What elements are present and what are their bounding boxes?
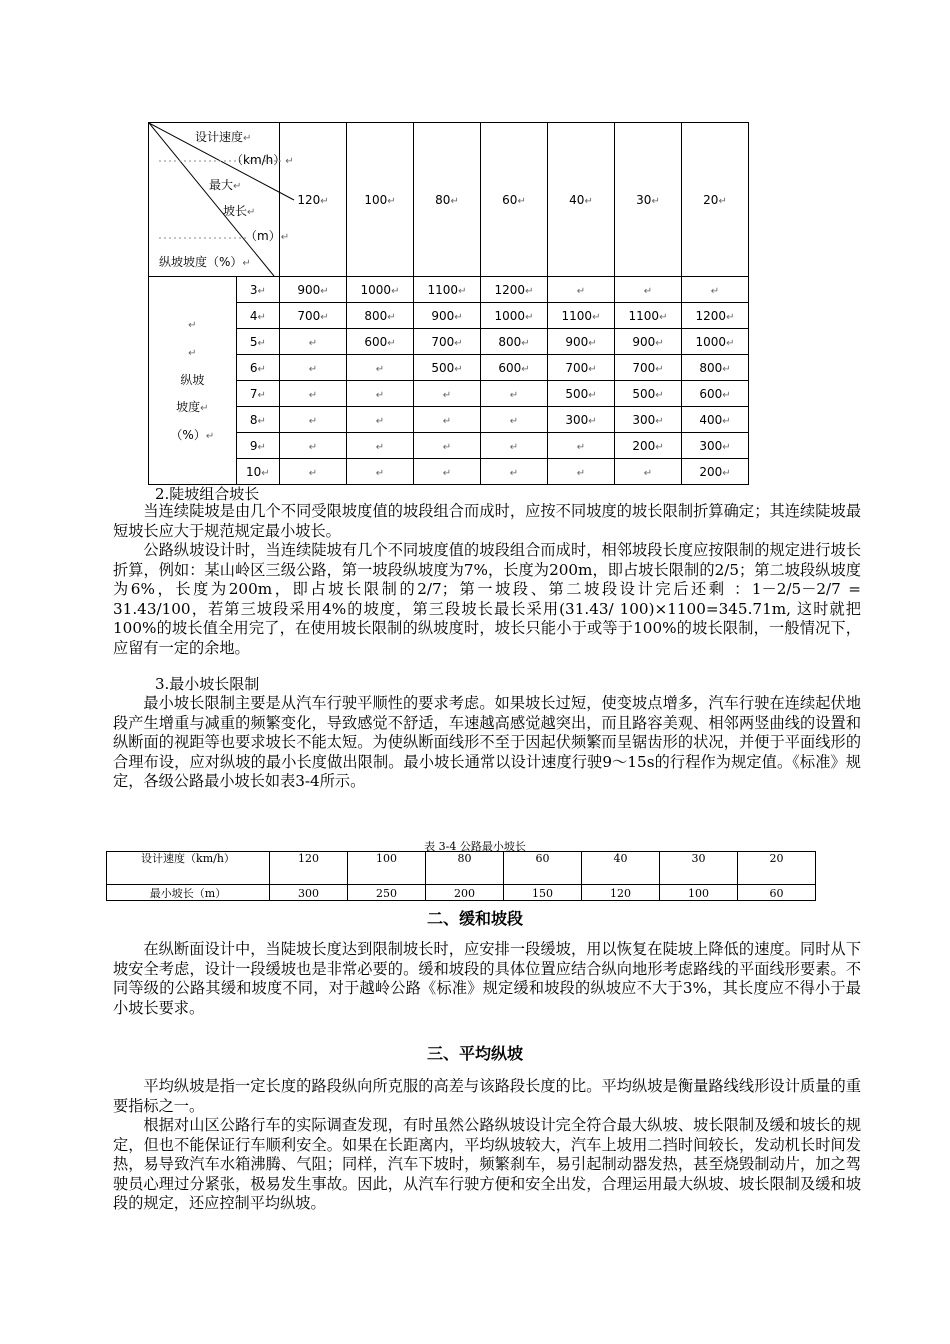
table-cell: 700↵ [548, 355, 615, 381]
table-cell: 1200↵ [682, 303, 749, 329]
table-cell: ↵ [280, 407, 347, 433]
grade-cell: 6↵ [236, 355, 279, 381]
table-cell: 20 [738, 852, 816, 885]
table-cell: 250 [348, 885, 426, 901]
table-cell: 900↵ [615, 329, 682, 355]
table-cell: 800↵ [347, 303, 414, 329]
table-header-row [149, 123, 749, 277]
table-cell: 1000↵ [481, 303, 548, 329]
table-cell: 100 [660, 885, 738, 901]
table-cell: ↵ [548, 433, 615, 459]
table-cell: 200↵ [682, 459, 749, 485]
length-unit: （m）↵ [245, 229, 290, 243]
paragraph: 在纵断面设计中，当陡坡长度达到限制坡长时，应安排一段缓坡，用以恢复在陡坡上降低的速度。同时从下坡安全考虑，设计一段缓坡也是非常必要的。缓和坡段的具体位置应结合纵向地形考虑路线的平面线形要素。不同等级的公路其缓和坡度不同，对于越岭公路《标准》规定缓和坡段的纵坡应不大于3%，其长度应不得小于最小坡长要求。 [113, 940, 861, 1017]
table-row [149, 407, 749, 433]
table-row [149, 329, 749, 355]
table-cell: 1000↵ [682, 329, 749, 355]
table-cell: ↵ [414, 407, 481, 433]
grade-cell: 7↵ [236, 381, 279, 407]
speed-cell: 30↵ [615, 123, 682, 277]
table-cell: ↵ [481, 381, 548, 407]
paragraph: 最小坡长限制主要是从汽车行驶平顺性的要求考虑。如果坡长过短，使变坡点增多，汽车行驶在连续起伏地段产生增重与减重的频繁变化，导致感觉不舒适，车速越高感觉越突出，而且路容美观、相邻两竖曲线的设置和纵断面的视距等也要求坡长不能太短。为使纵断面线形不至于因起伏频繁而呈锯齿形的状况，并便于平面线形的合理布设，应对纵坡的最小长度做出限制。最小坡长通常以设计速度行驶9～15s的行程作为规定值。《标准》规定，各级公路最小坡长如表3-4所示。 [113, 694, 861, 790]
table-cell: 40 [582, 852, 660, 885]
speed-label: 设计速度↵ [195, 130, 252, 144]
table-cell: ↵ [347, 407, 414, 433]
max-label: 最大↵ [209, 178, 242, 192]
table-cell: 1100↵ [615, 303, 682, 329]
max-grade-length-table [148, 122, 749, 485]
table-cell: 600↵ [481, 355, 548, 381]
table-row [149, 355, 749, 381]
grade-side-label: ↵ ↵ 纵坡 坡度↵ （%）↵ [149, 277, 237, 485]
table-cell: ↵ [280, 433, 347, 459]
table-cell: 500↵ [615, 381, 682, 407]
grade-label: 纵坡坡度（%）↵ [159, 255, 251, 269]
table-cell: 200↵ [615, 433, 682, 459]
min-length-table [106, 851, 816, 901]
table-cell: ↵ [615, 459, 682, 485]
table-row [149, 433, 749, 459]
table-cell: ↵ [481, 433, 548, 459]
table-cell: 700↵ [615, 355, 682, 381]
table-cell: ↵ [548, 459, 615, 485]
speed-cell: 40↵ [548, 123, 615, 277]
table-cell: ↵ [347, 381, 414, 407]
table-cell: ↵ [347, 355, 414, 381]
table-cell: 800↵ [481, 329, 548, 355]
table-cell: ↵ [615, 277, 682, 303]
table-cell: ↵ [347, 433, 414, 459]
table-body [149, 277, 749, 485]
grade-cell: 5↵ [236, 329, 279, 355]
heading-average-grade: 三、平均纵坡 [426, 1044, 523, 1063]
speed-cell: 120↵ [280, 123, 347, 277]
table-cell: 1100↵ [548, 303, 615, 329]
table-cell: ↵ [347, 459, 414, 485]
table-row [107, 885, 816, 901]
table-cell: ↵ [414, 433, 481, 459]
table-cell: 100 [348, 852, 426, 885]
speed-cell: 60↵ [481, 123, 548, 277]
table-cell: ↵ [280, 355, 347, 381]
paragraph: 根据对山区公路行车的实际调查发现，有时虽然公路纵坡设计完全符合最大纵坡、坡长限制及缓和坡长的规定，但也不能保证行车顺利安全。如果在长距离内，平均纵坡较大，汽车上坡用二挡时间较长，发动机长时间发热，易导致汽车水箱沸腾、气阻；同样，汽车下坡时，频繁刹车，易引起制动器发热，甚至烧毁制动片，加之驾驶员心理过分紧张，极易发生事故。因此，从汽车行驶方便和安全出发，合理运用最大纵坡、坡长限制及缓和坡段的规定，还应控制平均纵坡。 [113, 1116, 861, 1212]
table-cell: 900↵ [280, 277, 347, 303]
section-title-min-length: 3.最小坡长限制 [155, 675, 260, 693]
table-cell: ↵ [280, 381, 347, 407]
table-cell: 300↵ [682, 433, 749, 459]
table-cell: 900↵ [414, 303, 481, 329]
table-cell: 120 [270, 852, 348, 885]
table-cell: ↵ [548, 277, 615, 303]
row-label: 设计速度（km/h） [107, 852, 270, 885]
grade-cell: 10↵ [236, 459, 279, 485]
section-title-combined-grade: 2.陡坡组合坡长 [155, 485, 260, 503]
speed-cell: 100↵ [347, 123, 414, 277]
paragraph: 公路纵坡设计时，当连续陡坡有几个不同坡度值的坡段组合而成时，相邻坡段长度应按限制的规定进行坡长折算，例如：某山岭区三级公路，第一坡段纵坡度为7%，长度为200m，即占坡长限制的2/5；第二坡段纵坡度为6%，长度为200m，即占坡长限制的2/7；第一坡段、第二坡段设计完后还剩 ：1－2/5－2/7 = 31.43/100，若第三坡段采用4%的坡度，第三段坡长最长采用(31.43/ 100)×1100=345.71m, 这时就把100%的坡长值全用完了，在使用坡长限制的纵坡度时，坡长只能小于或等于100%的坡长限制，一般情况下，应留有一定的余地。 [113, 541, 861, 657]
table-cell: 500↵ [548, 381, 615, 407]
speed-cell: 80↵ [414, 123, 481, 277]
table-cell: 1100↵ [414, 277, 481, 303]
table-cell: 800↵ [682, 355, 749, 381]
paragraph: 平均纵坡是指一定长度的路段纵向所克服的高差与该路段长度的比。平均纵坡是衡量路线线形设计质量的重要指标之一。 [113, 1077, 861, 1115]
table-cell: 400↵ [682, 407, 749, 433]
table-cell: 150 [504, 885, 582, 901]
table-cell: 700↵ [280, 303, 347, 329]
table-cell: ↵ [280, 459, 347, 485]
table-row [149, 303, 749, 329]
table-cell: 1000↵ [347, 277, 414, 303]
table-cell: 600↵ [682, 381, 749, 407]
grade-cell: 8↵ [236, 407, 279, 433]
table-cell: 200 [426, 885, 504, 901]
speed-unit: （km/h）↵ [231, 153, 294, 167]
table-cell: 600↵ [347, 329, 414, 355]
grade-cell: 3↵ [236, 277, 279, 303]
table-cell: 700↵ [414, 329, 481, 355]
diagonal-header-cell [149, 123, 294, 277]
heading-transition-section: 二、缓和坡段 [426, 909, 523, 928]
grade-cell: 4↵ [236, 303, 279, 329]
row-label: 最小坡长（m） [107, 885, 270, 901]
table-cell: 500↵ [414, 355, 481, 381]
table-cell: 120 [582, 885, 660, 901]
table-cell: 80 [426, 852, 504, 885]
table-cell: 30 [660, 852, 738, 885]
table-row [149, 277, 749, 303]
table-caption: 表 3-4 公路最小坡长 [424, 840, 526, 853]
table-row [107, 852, 816, 885]
table-cell: ↵ [682, 277, 749, 303]
length-label: 坡长↵ [223, 204, 256, 218]
table-cell: ↵ [414, 381, 481, 407]
table-cell: 300 [270, 885, 348, 901]
table-cell: 300↵ [615, 407, 682, 433]
table-cell: ↵ [481, 407, 548, 433]
table-row [149, 459, 749, 485]
table-cell: 60 [504, 852, 582, 885]
table-cell: 1200↵ [481, 277, 548, 303]
table-cell: 60 [738, 885, 816, 901]
grade-cell: 9↵ [236, 433, 279, 459]
table-cell: 300↵ [548, 407, 615, 433]
table-cell: ↵ [414, 459, 481, 485]
table-cell: ↵ [481, 459, 548, 485]
speed-cell: 20↵ [682, 123, 749, 277]
paragraph: 当连续陡坡是由几个不同受限坡度值的坡段组合而成时，应按不同坡度的坡长限制折算确定；其连续陡坡最短坡长应大于规范规定最小坡长。 [113, 502, 861, 540]
table-cell: 900↵ [548, 329, 615, 355]
table-row [149, 381, 749, 407]
table-cell: ↵ [280, 329, 347, 355]
